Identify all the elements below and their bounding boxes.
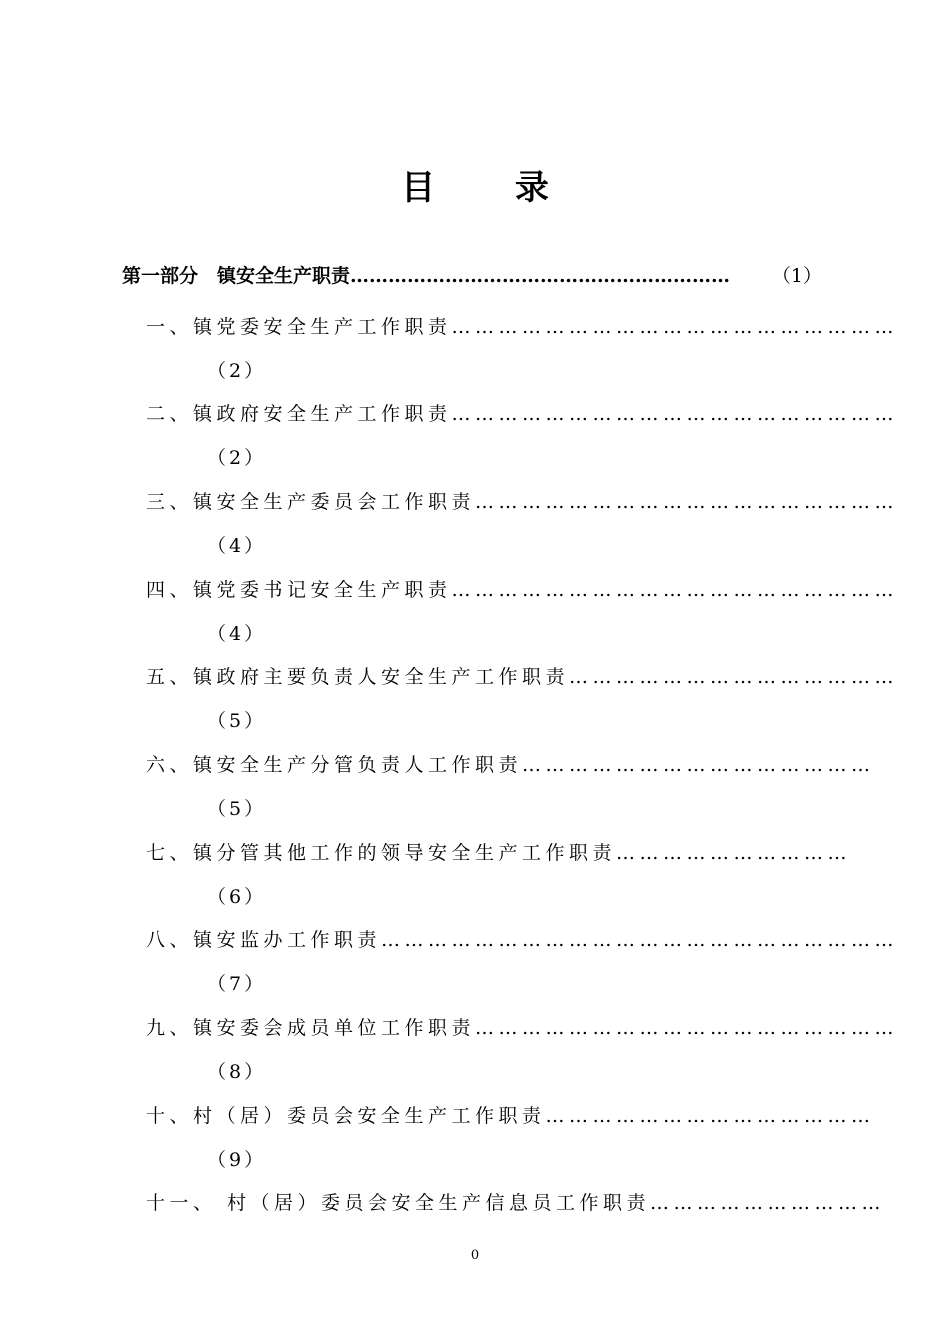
entry-text: 十一、 村（居）委员会安全生产信息员工作职责 xyxy=(146,1192,651,1214)
entry-page: （2） xyxy=(207,360,267,382)
toc-part-heading xyxy=(122,262,822,290)
toc-entry xyxy=(146,1189,886,1217)
entry-page: （2） xyxy=(207,447,267,469)
entry-dots: …………………………………… xyxy=(569,666,899,688)
entry-text: 三、镇安全生产委员会工作职责 xyxy=(146,491,476,513)
entry-page: （6） xyxy=(207,886,267,908)
part-label: 第一部分 镇安全生产职责 xyxy=(122,265,351,287)
entry-page: （4） xyxy=(207,623,267,645)
toc-entry xyxy=(146,751,875,779)
entry-dots: ………………………………………………… xyxy=(451,316,899,338)
entry-page: （5） xyxy=(207,710,267,732)
entry-text: 一、镇党委安全生产工作职责 xyxy=(146,316,452,338)
entry-dots: ………………………… xyxy=(650,1192,886,1214)
entry-dots: …………………………………… xyxy=(545,1105,875,1127)
entry-dots: ………………………………………………… xyxy=(451,579,899,601)
toc-entry xyxy=(146,400,899,428)
toc-entry xyxy=(146,926,899,954)
entry-dots: ………………………………………………… xyxy=(451,403,899,425)
entry-dots: ……………………………………………… xyxy=(475,491,899,513)
toc-entry xyxy=(146,663,899,691)
entry-dots: ……………………………………………… xyxy=(475,1017,899,1039)
toc-entry xyxy=(146,839,852,867)
toc-entry xyxy=(146,313,899,341)
entry-page: （8） xyxy=(207,1061,267,1083)
entry-page: （5） xyxy=(207,798,267,820)
entry-dots: ……………………………………… xyxy=(522,754,875,776)
entry-text: 六、镇安全生产分管负责人工作职责 xyxy=(146,754,523,776)
entry-page: （7） xyxy=(207,973,267,995)
entry-text: 七、镇分管其他工作的领导安全生产工作职责 xyxy=(146,842,617,864)
part-page: （1） xyxy=(771,265,822,287)
entry-dots: ………………………………………………………… xyxy=(381,929,899,951)
toc-entry xyxy=(146,1014,899,1042)
entry-text: 五、镇政府主要负责人安全生产工作职责 xyxy=(146,666,570,688)
toc-entry xyxy=(146,488,899,516)
entry-text: 四、镇党委书记安全生产职责 xyxy=(146,579,452,601)
entry-text: 八、镇安监办工作职责 xyxy=(146,929,382,951)
entry-dots: ………………………… xyxy=(616,842,852,864)
toc-entry xyxy=(146,1102,875,1130)
toc-title: 目 录 xyxy=(401,168,583,208)
entry-text: 十、村（居）委员会安全生产工作职责 xyxy=(146,1105,546,1127)
toc-entry xyxy=(146,576,899,604)
part-dots: …………………………………………………… xyxy=(350,265,731,287)
entry-page: （4） xyxy=(207,535,267,557)
entry-page: （9） xyxy=(207,1149,267,1171)
entry-text: 九、镇安委会成员单位工作职责 xyxy=(146,1017,476,1039)
entry-text: 二、镇政府安全生产工作职责 xyxy=(146,403,452,425)
page-number: 0 xyxy=(470,1248,480,1263)
